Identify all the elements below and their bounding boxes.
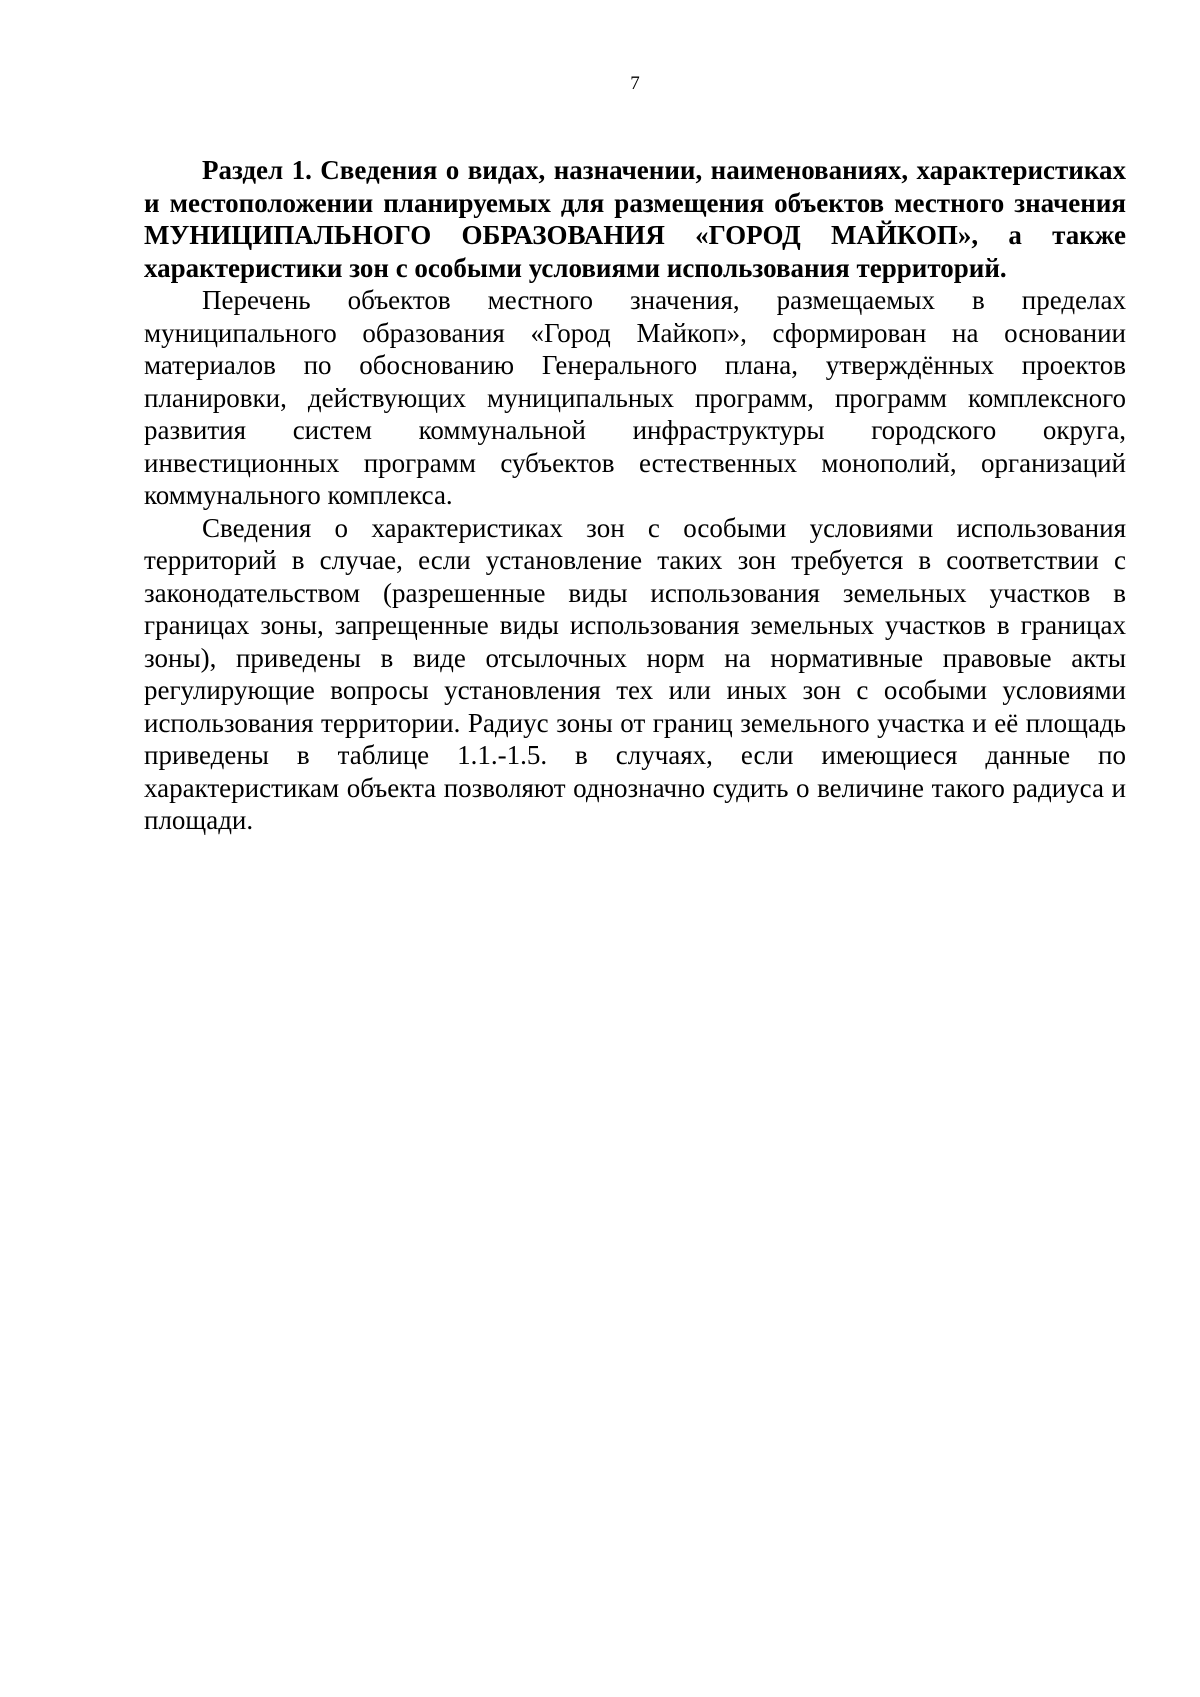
- paragraph-objects-list: Перечень объектов местного значения, размещаемых в пределах муниципального образования «Город Майкоп», сформирован на основании материалов по обоснованию Генерального плана, утверждённых проектов планировки, действующих муниципальных программ, программ комплексного развития систем коммунальной инфраструктуры городского округа, инвестиционных программ субъектов естественных монополий, организаций коммунального комплекса.: [144, 285, 1126, 510]
- section-heading: Раздел 1. Сведения о видах, назначении, наименованиях, характеристиках и местоположении планируемых для размещения объектов местного значения МУНИЦИПАЛЬНОГО ОБРАЗОВАНИЯ «ГОРОД МАЙКОП», а также характеристики зон с особыми условиями использования территорий.: [144, 155, 1126, 283]
- paragraph-zones-info: Сведения о характеристиках зон с особыми условиями использования территорий в случае, если установление таких зон требуется в соответствии с законодательством (разрешенные виды использования земельных участков в границах зоны, запрещенные виды использования земельных участков в границах зоны), приведены в виде отсылочных норм на нормативные правовые акты регулирующие вопросы установления тех или иных зон с особыми условиями использования территории. Радиус зоны от границ земельного участка и её площадь приведены в таблице 1.1.-1.5. в случаях, если имеющиеся данные по характеристикам объекта позволяют однозначно судить о величине такого радиуса и площади.: [144, 512, 1126, 835]
- page-number: 7: [630, 73, 640, 94]
- document-body: [144, 154, 1126, 837]
